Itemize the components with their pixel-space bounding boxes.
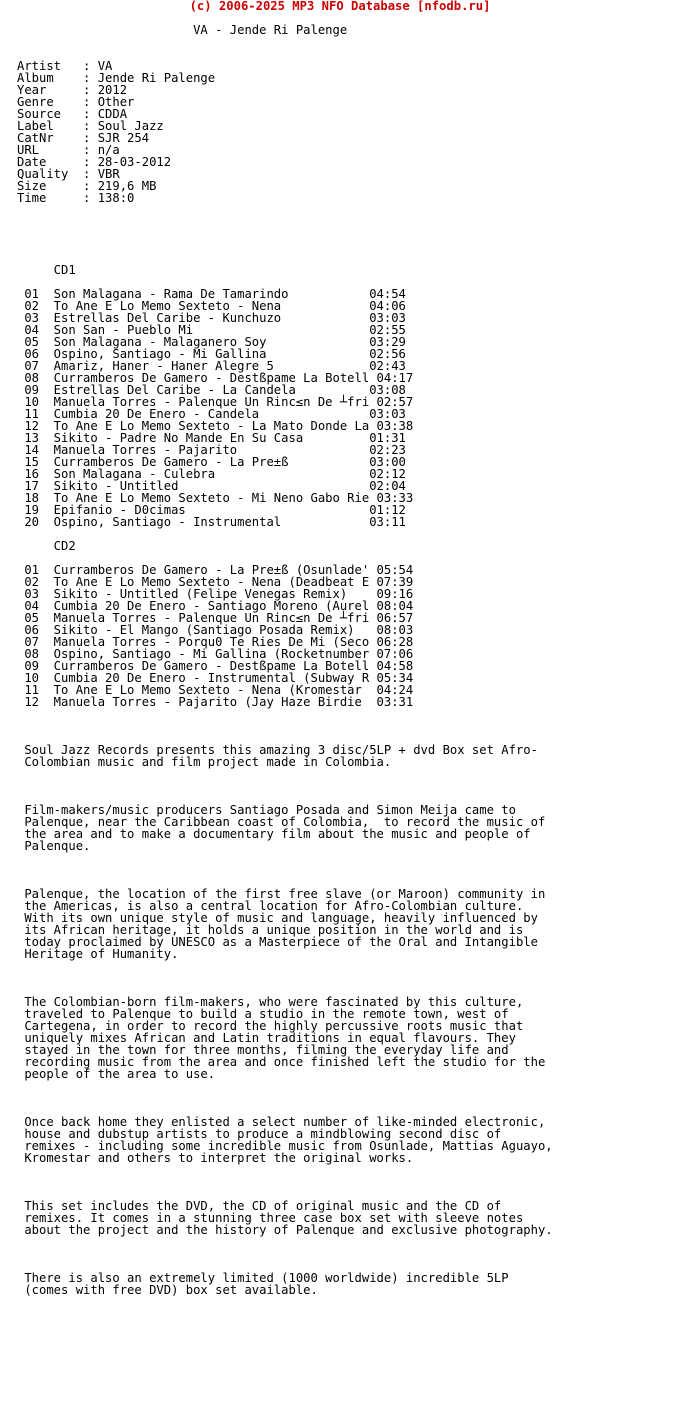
nfo-line: Palenque, the location of the first free slave (or Maroon) community in xyxy=(17,887,546,901)
nfo-line: its African heritage, it holds a unique position in the world and is xyxy=(17,923,524,937)
nfo-blank-line xyxy=(17,720,553,732)
nfo-blank-line xyxy=(17,1080,553,1092)
nfo-line: Palenque. xyxy=(17,839,91,853)
nfo-line: 05 Son Malagana - Malaganero Soy 03:29 xyxy=(17,335,406,349)
nfo-blank-line xyxy=(17,240,553,252)
nfo-line: Time : 138:0 xyxy=(17,191,135,205)
nfo-line: 04 Cumbia 20 De Enero - Santiago Moreno (Aurel 08:04 xyxy=(17,599,414,613)
nfo-line: Size : 219,6 MB xyxy=(17,179,157,193)
nfo-blank-line xyxy=(17,1092,553,1104)
nfo-blank-line xyxy=(17,528,553,540)
nfo-line: 09 Curramberos De Gamero - Destßpame La Botell 04:58 xyxy=(17,659,414,673)
nfo-line: 05 Manuela Torres - Palenque Un Rinc≤n De ┴fri 06:57 xyxy=(17,611,414,625)
nfo-line: 02 To Ane E Lo Memo Sexteto - Nena 04:06 xyxy=(17,299,406,313)
nfo-blank-line xyxy=(17,216,553,228)
nfo-line: 15 Curramberos De Gamero - La Pre±ß 03:00 xyxy=(17,455,406,469)
nfo-line: 08 Curramberos De Gamero - Destßpame La Botell 04:17 xyxy=(17,371,414,385)
nfo-line: CD2 xyxy=(17,539,76,553)
nfo-line: 09 Estrellas Del Caribe - La Candela 03:08 xyxy=(17,383,406,397)
nfo-line: the Americas, is also a central location for Afro-Colombian culture. xyxy=(17,899,524,913)
nfo-line: Album : Jende Ri Palenge xyxy=(17,71,216,85)
nfo-line: 19 Epifanio - D0cimas 01:12 xyxy=(17,503,406,517)
nfo-line: Palenque, near the Caribbean coast of Colombia, to record the music of xyxy=(17,815,546,829)
nfo-line: Source : CDDA xyxy=(17,107,128,121)
nfo-blank-line xyxy=(17,960,553,972)
nfo-line: Film-makers/music producers Santiago Posada and Simon Meija came to xyxy=(17,803,516,817)
nfo-blank-line xyxy=(17,1248,553,1260)
nfo-blank-line xyxy=(17,252,553,264)
nfo-line: With its own unique style of music and language, heavily influenced by xyxy=(17,911,538,925)
nfo-line: 07 Amariz, Haner - Haner Alegre 5 02:43 xyxy=(17,359,406,373)
nfo-line: Genre : Other xyxy=(17,95,135,109)
nfo-line: 03 Sikito - Untitled (Felipe Venegas Remix) 09:16 xyxy=(17,587,414,601)
nfo-line: 01 Son Malagana - Rama De Tamarindo 04:54 xyxy=(17,287,406,301)
nfo-line: 11 To Ane E Lo Memo Sexteto - Nena (Kromestar 04:24 xyxy=(17,683,414,697)
nfo-line: Heritage of Humanity. xyxy=(17,947,179,961)
nfo-line: stayed in the town for three months, filming the everyday life and xyxy=(17,1043,509,1057)
nfo-line: 11 Cumbia 20 De Enero - Candela 03:03 xyxy=(17,407,406,421)
nfo-text-body xyxy=(17,24,553,1296)
nfo-line: Cartegena, in order to record the highly percussive roots music that xyxy=(17,1019,524,1033)
nfo-line: 07 Manuela Torres - Porqu0 Te Ries De Mi (Seco 06:28 xyxy=(17,635,414,649)
nfo-line: VA - Jende Ri Palenge xyxy=(17,23,348,37)
nfo-line: 13 Sikito - Padre No Mande En Su Casa 01:31 xyxy=(17,431,406,445)
nfo-line: CatNr : SJR 254 xyxy=(17,131,150,145)
nfo-line: 06 Sikito - El Mango (Santiago Posada Remix) 08:03 xyxy=(17,623,414,637)
nfo-line: Colombian music and film project made in Colombia. xyxy=(17,755,392,769)
nfo-line: 10 Manuela Torres - Palenque Un Rinc≤n De ┴fri 02:57 xyxy=(17,395,414,409)
nfo-blank-line xyxy=(17,708,553,720)
nfo-line: (comes with free DVD) box set available. xyxy=(17,1283,318,1297)
nfodb-credit-header: (c) 2006-2025 MP3 NFO Database [nfodb.ru] xyxy=(189,0,491,13)
nfo-line: remixes. It comes in a stunning three case box set with sleeve notes xyxy=(17,1211,524,1225)
nfo-blank-line xyxy=(17,768,553,780)
nfo-line: 02 To Ane E Lo Memo Sexteto - Nena (Deadbeat E 07:39 xyxy=(17,575,414,589)
nfo-line: traveled to Palenque to build a studio in the remote town, west of xyxy=(17,1007,509,1021)
nfo-line: Label : Soul Jazz xyxy=(17,119,164,133)
nfo-line: 17 Sikito - Untitled 02:04 xyxy=(17,479,406,493)
nfo-blank-line xyxy=(17,1236,553,1248)
nfo-blank-line xyxy=(17,1176,553,1188)
nfo-line: CD1 xyxy=(17,263,76,277)
nfo-line: house and dubstup artists to produce a mindblowing second disc of xyxy=(17,1127,502,1141)
nfo-line: The Colombian-born film-makers, who were fascinated by this culture, xyxy=(17,995,524,1009)
nfo-blank-line xyxy=(17,1164,553,1176)
nfo-line: 10 Cumbia 20 De Enero - Instrumental (Subway R 05:34 xyxy=(17,671,414,685)
nfo-line: 14 Manuela Torres - Pajarito 02:23 xyxy=(17,443,406,457)
nfo-blank-line xyxy=(17,780,553,792)
nfo-line: There is also an extremely limited (1000 worldwide) incredible 5LP xyxy=(17,1271,509,1285)
nfo-line: remixes - including some incredible music from Osunlade, Mattias Aguayo, xyxy=(17,1139,553,1153)
nfo-blank-line xyxy=(17,864,553,876)
nfo-blank-line xyxy=(17,852,553,864)
nfo-line: 06 Ospino, Santiago - Mi Gallina 02:56 xyxy=(17,347,406,361)
nfo-line: Date : 28-03-2012 xyxy=(17,155,172,169)
nfo-line: today proclaimed by UNESCO as a Masterpiece of the Oral and Intangible xyxy=(17,935,538,949)
nfo-line: URL : n/a xyxy=(17,143,120,157)
nfo-line: Year : 2012 xyxy=(17,83,128,97)
nfo-line: Kromestar and others to interpret the original works. xyxy=(17,1151,414,1165)
nfo-line: recording music from the area and once finished left the studio for the xyxy=(17,1055,546,1069)
nfo-line: 16 Son Malagana - Culebra 02:12 xyxy=(17,467,406,481)
nfo-line: uniquely mixes African and Latin traditions in equal flavours. They xyxy=(17,1031,516,1045)
nfo-blank-line xyxy=(17,972,553,984)
nfo-line: people of the area to use. xyxy=(17,1067,216,1081)
nfo-line: 18 To Ane E Lo Memo Sexteto - Mi Neno Gabo Rie 03:33 xyxy=(17,491,414,505)
nfo-line: 01 Curramberos De Gamero - La Pre±ß (Osunlade' 05:54 xyxy=(17,563,414,577)
nfo-line: 03 Estrellas Del Caribe - Kunchuzo 03:03 xyxy=(17,311,406,325)
nfo-line: 12 To Ane E Lo Memo Sexteto - La Mato Donde La 03:38 xyxy=(17,419,414,433)
nfo-line: Artist : VA xyxy=(17,59,113,73)
nfo-line: This set includes the DVD, the CD of original music and the CD of xyxy=(17,1199,502,1213)
nfo-line: 08 Ospino, Santiago - Mi Gallina (Rocketnumber 07:06 xyxy=(17,647,414,661)
nfo-line: Once back home they enlisted a select number of like-minded electronic, xyxy=(17,1115,546,1129)
nfo-line: the area and to make a documentary film about the music and people of xyxy=(17,827,531,841)
nfo-blank-line xyxy=(17,204,553,216)
nfo-line: about the project and the history of Palenque and exclusive photography. xyxy=(17,1223,553,1237)
nfo-line: Soul Jazz Records presents this amazing 3 disc/5LP + dvd Box set Afro- xyxy=(17,743,538,757)
nfo-line: 20 Ospino, Santiago - Instrumental 03:11 xyxy=(17,515,406,529)
nfo-blank-line xyxy=(17,228,553,240)
nfo-blank-line xyxy=(17,36,553,48)
nfo-line: 12 Manuela Torres - Pajarito (Jay Haze Birdie 03:31 xyxy=(17,695,414,709)
nfo-line: 04 Son San - Pueblo Mi 02:55 xyxy=(17,323,406,337)
nfo-line: Quality : VBR xyxy=(17,167,120,181)
